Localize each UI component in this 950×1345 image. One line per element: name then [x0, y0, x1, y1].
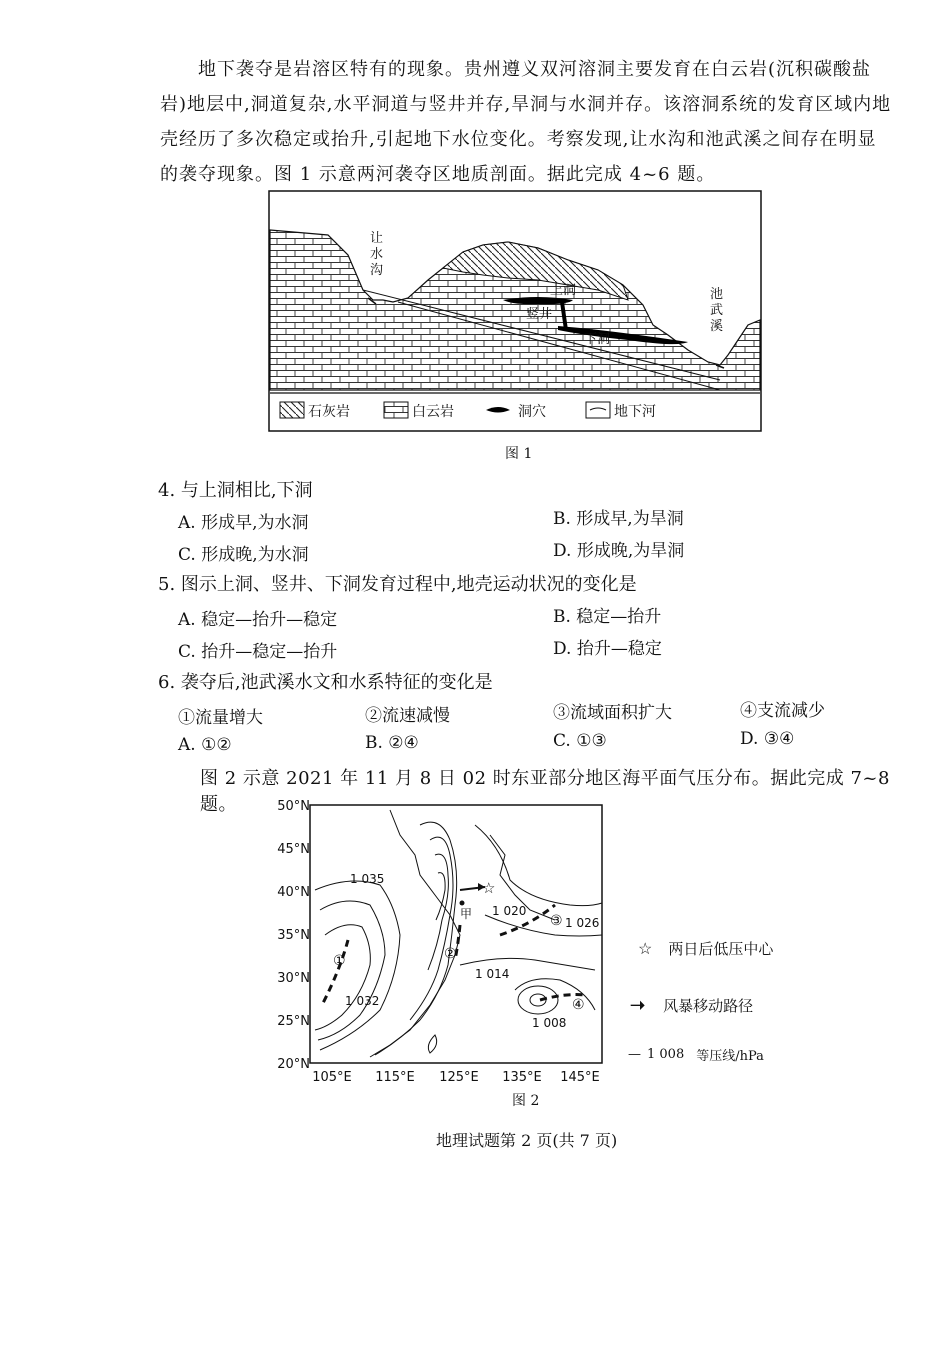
- lat-label-25: 25°N: [277, 1014, 310, 1029]
- marker-4: ④: [572, 997, 585, 1013]
- lon-label-145: 145°E: [560, 1070, 600, 1085]
- place-label-jia: 甲: [460, 907, 473, 921]
- figure-2-caption: 图 2: [512, 1093, 540, 1109]
- legend-underground-river: 地下河: [614, 404, 656, 420]
- question-4-option-c: C. 形成晚,为水洞: [178, 545, 309, 565]
- low-center-star: ☆: [482, 879, 496, 897]
- marker-2: ②: [444, 946, 457, 962]
- legend-dolomite: 白云岩: [412, 404, 454, 420]
- legend-cave: 洞穴: [518, 404, 546, 420]
- question-5-option-c: C. 抬升—稳定—抬升: [178, 642, 338, 662]
- river-label-rangshuigou-3: 沟: [370, 263, 384, 278]
- river-label-rangshuigou-2: 水: [370, 247, 384, 262]
- geologic-profile: [268, 190, 762, 432]
- question-6-item-4: ④支流减少: [740, 701, 825, 721]
- question-4-option-b: B. 形成早,为旱洞: [553, 509, 684, 529]
- label-lower-cave: 下洞: [584, 332, 611, 347]
- isobar-label-1020: 1 020: [492, 904, 527, 918]
- question-6-item-1: ①流量增大: [178, 708, 263, 728]
- isobar-label-1032: 1 032: [345, 994, 380, 1008]
- intro-paragraph: 地下袭夺是岩溶区特有的现象。贵州遵义双河溶洞主要发育在白云岩(沉积碳酸盐岩)地层中,洞道复杂,水平洞道与竖井并存,旱洞与水洞并存。该溶洞系统的发育区域内地壳经历了多次稳定或抬升,引起地下水位变化。考察发现,让水沟和池武溪之间存在明显的袭夺现象。图 1 示意两河袭夺区地质剖面。据此完成 4~6 题。: [160, 59, 892, 185]
- question-5-option-d: D. 抬升—稳定: [553, 639, 662, 659]
- question-6-stem: 6. 袭夺后,池武溪水文和水系特征的变化是: [158, 672, 493, 693]
- isobar-line-icon: —: [628, 1047, 641, 1062]
- marker-3: ③: [550, 913, 563, 929]
- lon-label-135: 135°E: [502, 1070, 542, 1085]
- pressure-map: [270, 795, 610, 1090]
- lat-label-20: 20°N: [277, 1057, 310, 1072]
- legend-limestone: 石灰岩: [308, 404, 350, 420]
- question-4-option-a: A. 形成早,为水洞: [178, 513, 309, 533]
- isobar-label-1014: 1 014: [475, 967, 510, 981]
- lat-label-50: 50°N: [277, 799, 310, 814]
- lat-label-40: 40°N: [277, 885, 310, 900]
- question-6-option-a: A. ①②: [178, 735, 232, 755]
- arrow-icon: ➝: [630, 995, 646, 1016]
- legend-dolomite-swatch: [384, 402, 408, 418]
- river-label-rangshuigou-1: 让: [370, 231, 384, 246]
- question-5-stem: 5. 图示上洞、竖井、下洞发育过程中,地壳运动状况的变化是: [158, 574, 637, 595]
- label-upper-cave: 上洞: [550, 283, 577, 298]
- lat-label-30: 30°N: [277, 971, 310, 986]
- question-6-item-2: ②流速减慢: [365, 706, 450, 726]
- lat-label-35: 35°N: [277, 928, 310, 943]
- label-shaft: 竖井: [526, 307, 553, 322]
- page-footer: 地理试题第 2 页(共 7 页): [436, 1131, 618, 1150]
- isobar-label-1035: 1 035: [350, 872, 385, 886]
- marker-1: ①: [333, 953, 346, 969]
- question-5-option-b: B. 稳定—抬升: [553, 607, 662, 627]
- figure-2: [270, 795, 610, 1090]
- lon-label-125: 125°E: [439, 1070, 479, 1085]
- question-6-option-c: C. ①③: [553, 731, 607, 751]
- question-6-option-b: B. ②④: [365, 733, 419, 753]
- lon-label-115: 115°E: [375, 1070, 415, 1085]
- question-4-option-d: D. 形成晚,为旱洞: [553, 541, 685, 561]
- isobar-label-1008: 1 008: [532, 1016, 567, 1030]
- legend-isobar: — 1 008 等压线/hPa: [628, 1047, 764, 1064]
- figure-1-caption: 图 1: [505, 446, 533, 462]
- question-6-option-d: D. ③④: [740, 729, 795, 749]
- river-label-chiwuxi-3: 溪: [710, 319, 724, 334]
- intro-paragraph-2: 图 2 示意 2021 年 11 月 8 日 02 时东亚部分地区海平面气压分布。据此完成 7~8 题。: [200, 768, 890, 815]
- isobar-label-1026: 1 026: [565, 916, 600, 930]
- question-4-stem: 4. 与上洞相比,下洞: [158, 480, 313, 501]
- star-icon: ☆: [638, 939, 653, 958]
- question-6-item-3: ③流域面积扩大: [553, 703, 672, 723]
- river-label-chiwuxi-2: 武: [710, 303, 724, 318]
- legend-low-center: ☆ 两日后低压中心: [638, 939, 774, 958]
- question-5-option-a: A. 稳定—抬升—稳定: [178, 610, 338, 630]
- river-label-chiwuxi-1: 池: [710, 287, 724, 302]
- figure-1: [268, 190, 762, 432]
- legend-limestone-swatch: [280, 402, 304, 418]
- lat-label-45: 45°N: [277, 842, 310, 857]
- legend-storm-path: ➝ 风暴移动路径: [630, 995, 754, 1016]
- lon-label-105: 105°E: [312, 1070, 352, 1085]
